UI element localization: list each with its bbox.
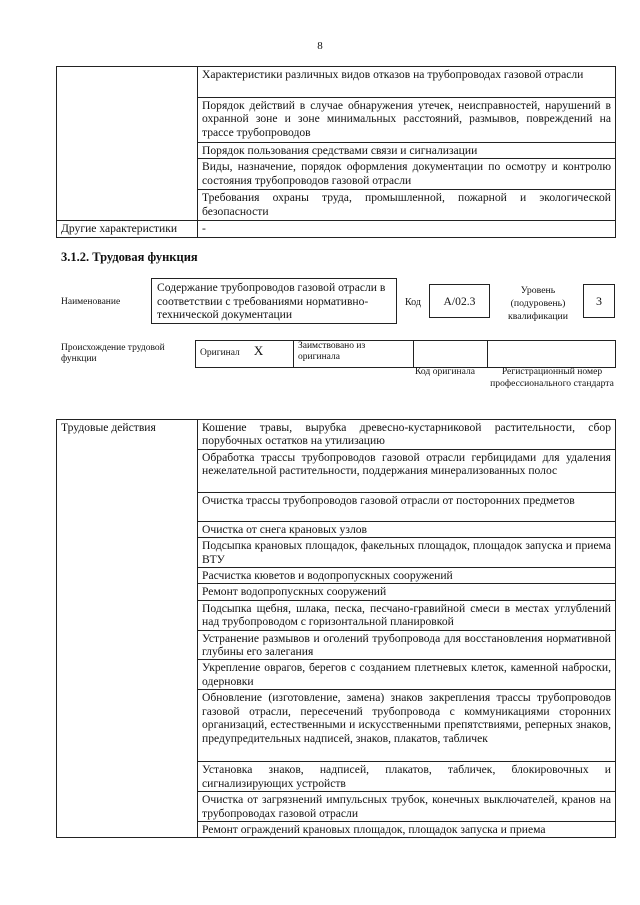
section-title: 3.1.2. Трудовая функция [61, 250, 198, 264]
labour-action-item: Очистка трассы трубопроводов газовой отрасли от посторонних предметов [198, 492, 616, 521]
knowledge-item: Виды, назначение, порядок оформления документации по осмотру и контролю состояния трубопроводов газовой отрасли [198, 159, 616, 190]
labour-action-item: Расчистка кюветов и водопропускных сооружений [198, 568, 616, 584]
origin-label: Происхождение трудовой функции [61, 343, 165, 364]
qualification-level-value: 3 [596, 293, 602, 308]
labour-action-item: Ремонт водопропускных сооружений [198, 584, 616, 600]
labour-actions-table [56, 419, 616, 838]
labour-action-item: Установка знаков, надписей, плакатов, табличек, блокировочных и сигнализирующих устройств [198, 762, 616, 792]
labour-action-item: Подсыпка крановых площадок, факельных площадок, площадок запуска и приема ВТУ [198, 538, 616, 568]
labour-actions-label: Трудовые действия [57, 420, 198, 838]
knowledge-item: Характеристики различных видов отказов на трубопроводах газовой отрасли [198, 67, 616, 98]
labour-action-item: Укрепление оврагов, берегов с созданием плетневых клеток, каменной наброски, одерновки [198, 660, 616, 690]
code-label: Код [405, 297, 421, 308]
origin-table [195, 340, 616, 368]
labour-action-item: Ремонт ограждений крановых площадок, площадок запуска и приема [198, 821, 616, 837]
knowledge-item: Требования охраны труда, промышленной, пожарной и экологической безопасности [198, 190, 616, 221]
labour-action-item: Кошение травы, вырубка древесно-кустарниковой растительности, сбор порубочных остатков на утилизацию [198, 420, 616, 450]
function-code-value: А/02.3 [443, 294, 476, 308]
labour-action-item: Обновление (изготовление, замена) знаков закрепления трассы трубопроводов газовой отрасли, пересечений трубопровода с коммуникациями сторонних организаций, естественными и искусственными препятствиями, реперных знаков, предупредительных надписей, знаков, плакатов, табличек [198, 690, 616, 762]
labour-action-item: Подсыпка щебня, шлака, песка, песчано-гравийной смеси в местах углублений над трубопроводом с горизонтальной планировкой [198, 600, 616, 630]
function-code-box [429, 284, 490, 318]
other-characteristics-label: Другие характеристики [57, 221, 198, 237]
borrowed-label: Заимствовано из оригинала [294, 341, 414, 368]
knowledge-item: Порядок действий в случае обнаружения утечек, неисправностей, нарушений в охранной зоне и зоне минимальных расстояний, размывов, повреждений на трассе трубопроводов [198, 98, 616, 143]
labour-action-item: Очистка от загрязнений импульсных трубок, конечных выключателей, кранов на трубопроводах газовой отрасли [198, 792, 616, 822]
knowledge-table [56, 66, 616, 238]
knowledge-label-cell [57, 67, 198, 221]
knowledge-item: Порядок пользования средствами связи и сигнализации [198, 143, 616, 159]
labour-action-item: Устранение размывов и оголений трубопровода для восстановления нормативной глубины его залегания [198, 630, 616, 660]
original-label: Оригинал [200, 348, 240, 358]
labour-action-item: Обработка трассы трубопроводов газовой отрасли гербицидами для удаления нежелательной растительности, поддержания минерализованных полос [198, 449, 616, 492]
qualification-level-label: Уровень (подуровень) квалификации [507, 285, 569, 322]
name-label: Наименование [61, 297, 121, 307]
original-mark: X [253, 343, 264, 358]
labour-action-item: Очистка от снега крановых узлов [198, 521, 616, 537]
original-code-caption: Код оригинала [414, 366, 476, 377]
registration-number-cell [488, 341, 616, 368]
other-characteristics-value: - [198, 221, 616, 237]
original-cell [196, 341, 294, 368]
qualification-level-box [583, 284, 615, 318]
original-code-cell [414, 341, 488, 368]
registration-number-caption: Регистрационный номер профессионального стандарта [490, 366, 614, 389]
page-number: 8 [317, 40, 323, 52]
function-name-box: Содержание трубопроводов газовой отрасли в соответствии с требованиями нормативно-технической документации [151, 278, 397, 324]
